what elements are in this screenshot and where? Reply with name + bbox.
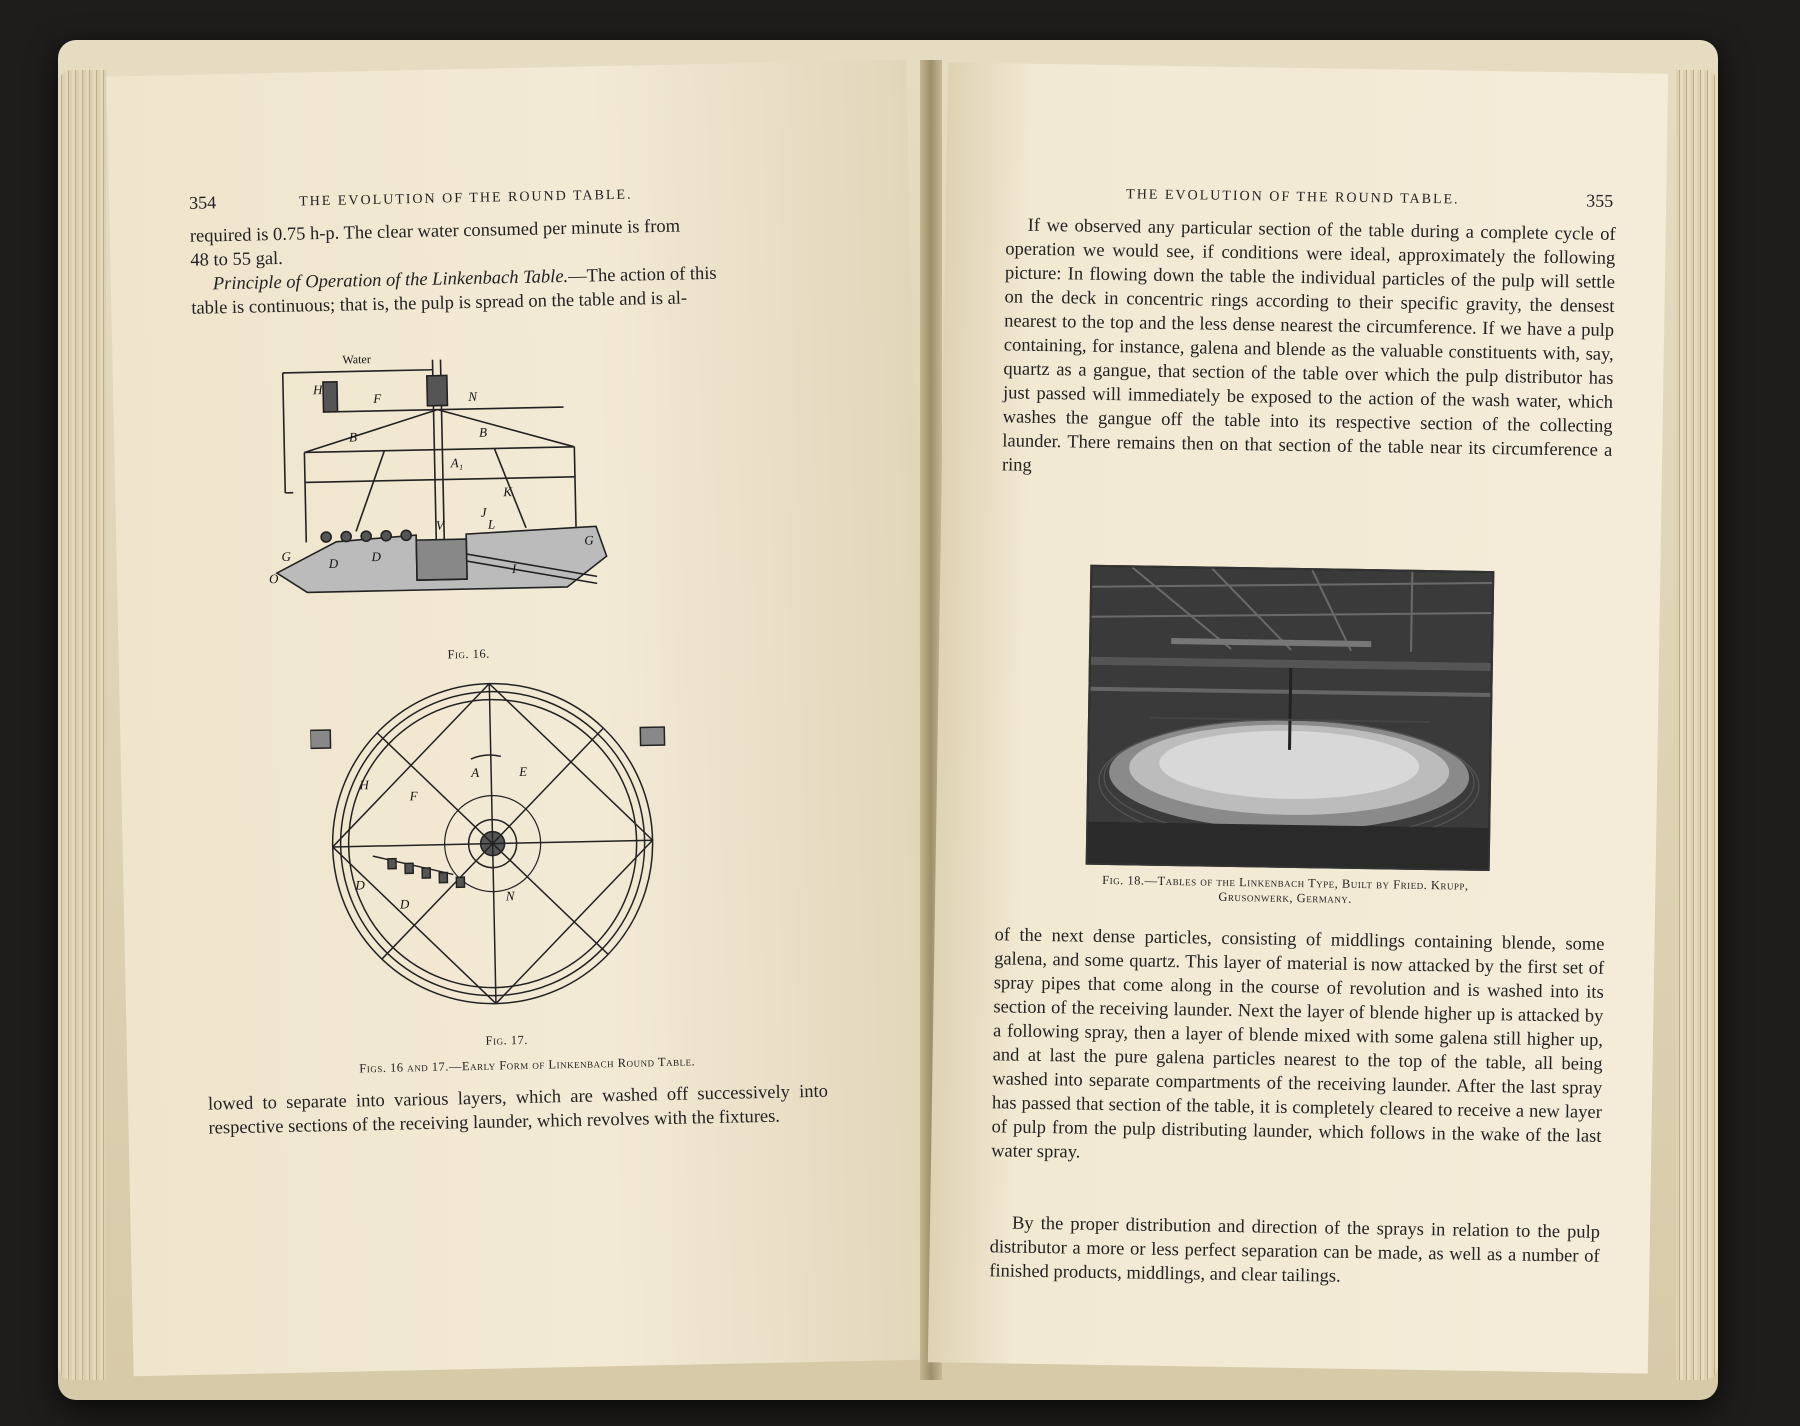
right-page-edges	[1676, 70, 1718, 1380]
figure-16-caption: Fig. 16.	[447, 646, 490, 662]
label-i: I	[511, 561, 517, 577]
figure-17-caption: Fig. 17.	[485, 1032, 529, 1048]
label-water: Water	[342, 352, 371, 367]
label-f: F	[373, 390, 382, 407]
label-a1: A₁	[450, 455, 464, 471]
figure-17-plan-drawing	[309, 664, 696, 1032]
caption-line: Grusonwerk, Germany.	[1218, 889, 1352, 906]
label-n: N	[468, 388, 478, 405]
text-line: required is 0.75 h-p. The clear water consumed per minute is from	[189, 216, 681, 247]
figures-16-17-caption: Figs. 16 and 17.—Early Form of Linkenbach Round Table.	[359, 1054, 696, 1076]
label-n: N	[505, 888, 515, 904]
label-d: D	[355, 877, 366, 893]
left-intro-text	[190, 212, 812, 321]
label-g: G	[584, 532, 594, 548]
label-g: G	[281, 548, 292, 564]
figure-18-photo-illustration	[1088, 567, 1493, 869]
left-page	[106, 60, 933, 1376]
label-k: K	[503, 484, 513, 500]
label-h: H	[359, 777, 369, 793]
label-j: J	[480, 504, 487, 520]
label-f: F	[409, 788, 418, 804]
figure-18-caption	[1035, 872, 1535, 910]
right-opening-paragraph: If we observed any particular section of the table during a complete cycle of operation we would see, if conditions were ideal, approximately the following picture: In flowing down the table the individual particles of the pulp will settle on the deck in concentric rings according to their specific gravity, the densest nearest to the top and the less dense nearest the circumference. If we have a pulp containing, for instance, galena and blende as the valuable constituents with, say, quartz as a gangue, that section of the table over which the pulp distributor has just passed will immediately be exposed to the action of the wash water, which washes the gangue off the table into its respective section of the collecting launder. There remains then on that section of the table near its circumference a ring	[1001, 215, 1616, 476]
label-e: E	[518, 763, 528, 780]
label-o: O	[268, 571, 279, 587]
text-line: table is continuous; that is, the pulp is spread on the table and is al-	[191, 288, 688, 319]
label-b: B	[478, 424, 488, 440]
running-head: THE EVOLUTION OF THE ROUND TABLE.	[1126, 187, 1460, 208]
page-number: 354	[188, 192, 217, 213]
label-d: D	[371, 548, 382, 565]
page-number: 355	[1586, 190, 1614, 211]
text-fragment: —The action of this	[567, 263, 717, 287]
left-closing-paragraph: lowed to separate into various layers, which are washed off successively into respective sections of the receiving launder, which revolves with the fixtures.	[207, 1081, 829, 1139]
label-a: A	[470, 764, 480, 781]
right-middle-paragraph: of the next dense particles, consisting of middlings containing blende, some galena, and some quartz. This layer of material is now attacked by the first set of spray pipes that come along in the course of revolution and is washed into its section of the receiving launder. Next the layer of blende higher up is attacked by a following spray, then a layer of blende mixed with some galena still higher up, and at last the pure galena particles nearest to the top of the table, all being washed into separate compartments of the receiving launder. After the last spray has passed that section of the table, it is completely cleared to receive a new layer of pulp from the pulp distributing launder, which follows in the wake of the last water spray.	[991, 925, 1605, 1163]
open-book	[58, 40, 1718, 1400]
label-v: V	[435, 517, 445, 533]
label-d: D	[328, 555, 339, 571]
text-line: 48 to 55 gal.	[190, 248, 284, 271]
label-h: H	[312, 382, 323, 398]
right-page	[928, 62, 1668, 1373]
caption-line: Fig. 18.—Tables of the Linkenbach Type, Built by Fried. Krupp,	[1102, 872, 1469, 893]
running-head: THE EVOLUTION OF THE ROUND TABLE.	[298, 187, 633, 210]
figure-16-elevation-drawing	[262, 335, 668, 643]
right-closing-paragraph: By the proper distribution and direction of the sprays in relation to the pulp distributor a more or less perfect separation can be made, as well as a number of finished products, middlings, and clear tailings.	[989, 1213, 1601, 1287]
figure-18-photograph	[1086, 565, 1495, 871]
label-l: L	[487, 516, 496, 532]
left-page-edges	[58, 70, 106, 1380]
subhead: Principle of Operation of the Linkenbach Table.	[212, 266, 569, 295]
label-d: D	[399, 896, 410, 912]
label-b: B	[348, 429, 358, 445]
